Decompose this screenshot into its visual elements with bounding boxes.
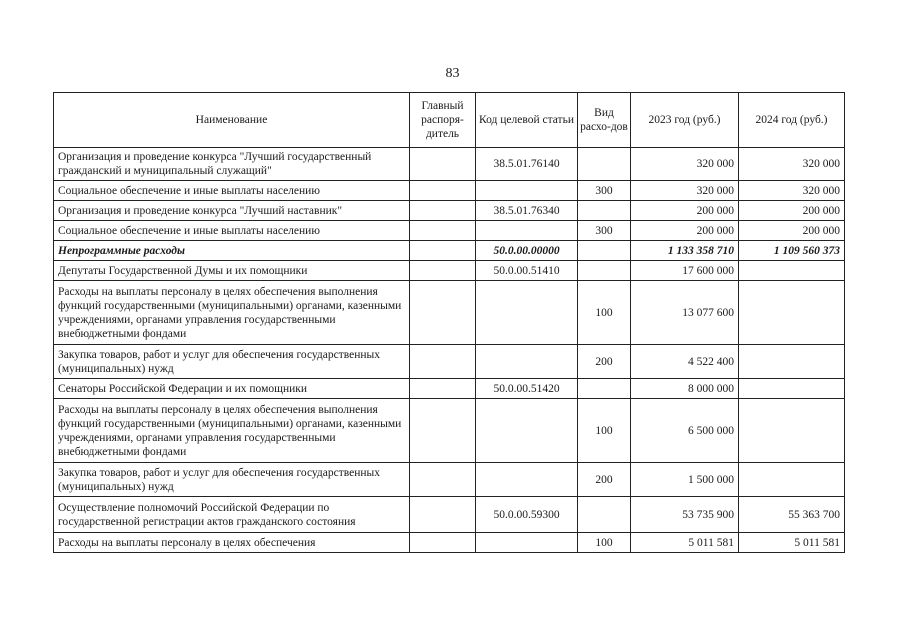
row-expense-type-cell (578, 148, 631, 181)
row-target-code-cell: 50.0.00.51420 (476, 379, 578, 399)
row-name-cell: Организация и проведение конкурса "Лучший наставник" (54, 201, 410, 221)
row-expense-type-cell: 300 (578, 181, 631, 201)
table-row (54, 181, 845, 201)
row-name-cell: Непрограммные расходы (54, 241, 410, 261)
row-target-code-cell (476, 399, 578, 463)
row-target-code-cell: 38.5.01.76340 (476, 201, 578, 221)
row-2023-amount-cell: 6 500 000 (631, 399, 739, 463)
table-row (54, 148, 845, 181)
header-main-manager: Главный распоря-дитель (410, 93, 476, 148)
table-row (54, 533, 845, 553)
row-expense-type-cell (578, 241, 631, 261)
row-expense-type-cell: 100 (578, 399, 631, 463)
table-row (54, 497, 845, 533)
table-row (54, 261, 845, 281)
page-number: 83 (445, 66, 460, 81)
row-target-code-cell (476, 533, 578, 553)
table-row (54, 345, 845, 379)
row-2024-amount-cell (739, 399, 845, 463)
row-2024-amount-cell (739, 261, 845, 281)
budget-table (53, 92, 845, 553)
row-expense-type-cell (578, 201, 631, 221)
table-row (54, 379, 845, 399)
row-expense-type-cell (578, 379, 631, 399)
row-target-code-cell (476, 463, 578, 497)
row-target-code-cell (476, 345, 578, 379)
row-expense-type-cell: 200 (578, 463, 631, 497)
row-2023-amount-cell: 320 000 (631, 181, 739, 201)
row-target-code-cell: 50.0.00.51410 (476, 261, 578, 281)
row-main-manager-cell (410, 221, 476, 241)
table-row (54, 463, 845, 497)
row-2024-amount-cell: 55 363 700 (739, 497, 845, 533)
row-name-cell: Социальное обеспечение и иные выплаты населению (54, 221, 410, 241)
row-2023-amount-cell: 320 000 (631, 148, 739, 181)
row-main-manager-cell (410, 399, 476, 463)
row-name-cell: Закупка товаров, работ и услуг для обеспечения государственных (муниципальных) нужд (54, 345, 410, 379)
row-2023-amount-cell: 8 000 000 (631, 379, 739, 399)
row-main-manager-cell (410, 463, 476, 497)
row-main-manager-cell (410, 261, 476, 281)
row-expense-type-cell (578, 261, 631, 281)
row-name-cell: Сенаторы Российской Федерации и их помощники (54, 379, 410, 399)
row-target-code-cell (476, 281, 578, 345)
row-main-manager-cell (410, 148, 476, 181)
row-2024-amount-cell: 320 000 (739, 148, 845, 181)
header-year-2024: 2024 год (руб.) (739, 93, 845, 148)
row-main-manager-cell (410, 379, 476, 399)
row-2024-amount-cell: 200 000 (739, 201, 845, 221)
table-row (54, 241, 845, 261)
row-2023-amount-cell: 53 735 900 (631, 497, 739, 533)
row-name-cell: Закупка товаров, работ и услуг для обеспечения государственных (муниципальных) нужд (54, 463, 410, 497)
row-name-cell: Депутаты Государственной Думы и их помощники (54, 261, 410, 281)
row-2024-amount-cell (739, 345, 845, 379)
row-2024-amount-cell: 320 000 (739, 181, 845, 201)
table-header-row (54, 93, 845, 148)
row-name-cell: Расходы на выплаты персоналу в целях обеспечения выполнения функций государственными (муниципальными) органами, казенными учреждениями, органами управления государственными внебюджетными фондами (54, 281, 410, 345)
row-2024-amount-cell (739, 281, 845, 345)
row-target-code-cell (476, 181, 578, 201)
row-main-manager-cell (410, 345, 476, 379)
row-2023-amount-cell: 13 077 600 (631, 281, 739, 345)
row-main-manager-cell (410, 241, 476, 261)
row-2023-amount-cell: 1 133 358 710 (631, 241, 739, 261)
row-2024-amount-cell (739, 379, 845, 399)
header-expense-type: Вид расхо-дов (578, 93, 631, 148)
row-main-manager-cell (410, 201, 476, 221)
row-main-manager-cell (410, 281, 476, 345)
row-2023-amount-cell: 5 011 581 (631, 533, 739, 553)
header-year-2023: 2023 год (руб.) (631, 93, 739, 148)
row-main-manager-cell (410, 533, 476, 553)
row-expense-type-cell: 100 (578, 281, 631, 345)
row-expense-type-cell (578, 497, 631, 533)
row-2024-amount-cell: 200 000 (739, 221, 845, 241)
row-target-code-cell (476, 221, 578, 241)
row-name-cell: Осуществление полномочий Российской Федерации по государственной регистрации актов гражданского состояния (54, 497, 410, 533)
row-target-code-cell: 38.5.01.76140 (476, 148, 578, 181)
row-2024-amount-cell: 5 011 581 (739, 533, 845, 553)
row-name-cell: Расходы на выплаты персоналу в целях обеспечения (54, 533, 410, 553)
table-row (54, 221, 845, 241)
table-row (54, 399, 845, 463)
row-name-cell: Организация и проведение конкурса "Лучший государственный гражданский и муниципальный служащий" (54, 148, 410, 181)
row-main-manager-cell (410, 497, 476, 533)
row-2023-amount-cell: 17 600 000 (631, 261, 739, 281)
header-target-code: Код целевой статьи (476, 93, 578, 148)
table-row (54, 281, 845, 345)
row-target-code-cell: 50.0.00.00000 (476, 241, 578, 261)
row-2023-amount-cell: 4 522 400 (631, 345, 739, 379)
row-expense-type-cell: 300 (578, 221, 631, 241)
row-2023-amount-cell: 1 500 000 (631, 463, 739, 497)
row-2023-amount-cell: 200 000 (631, 201, 739, 221)
row-2023-amount-cell: 200 000 (631, 221, 739, 241)
table-row (54, 201, 845, 221)
row-2024-amount-cell (739, 463, 845, 497)
row-2024-amount-cell: 1 109 560 373 (739, 241, 845, 261)
row-name-cell: Расходы на выплаты персоналу в целях обеспечения выполнения функций государственными (муниципальными) органами, казенными учреждениями, органами управления государственными внебюджетными фондами (54, 399, 410, 463)
row-expense-type-cell: 100 (578, 533, 631, 553)
row-expense-type-cell: 200 (578, 345, 631, 379)
header-name: Наименование (54, 93, 410, 148)
table-body (54, 148, 845, 553)
row-target-code-cell: 50.0.00.59300 (476, 497, 578, 533)
row-name-cell: Социальное обеспечение и иные выплаты населению (54, 181, 410, 201)
row-main-manager-cell (410, 181, 476, 201)
